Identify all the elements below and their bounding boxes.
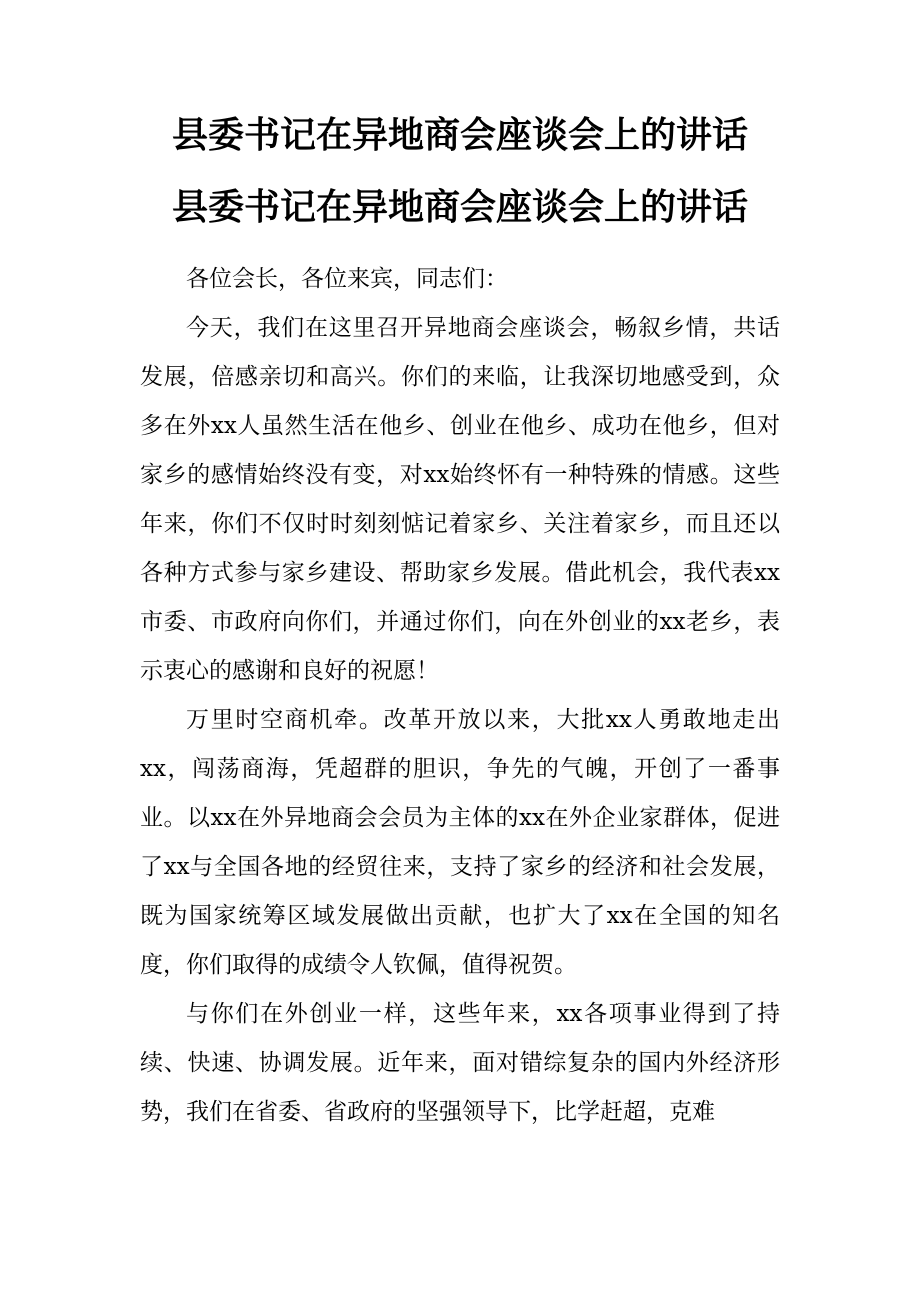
body-paragraph-2: 万里时空商机牵。改革开放以来，大批xx人勇敢地走出xx，闯荡商海，凭超群的胆识，争先的气魄，开创了一番事业。以xx在外异地商会会员为主体的xx在外企业家群体，促进了xx与全国各地的经贸往来，支持了家乡的经济和社会发展，既为国家统筹区域发展做出贡献，也扩大了xx在全国的知名度，你们取得的成绩令人钦佩，值得祝贺。 [140, 707, 780, 978]
body-paragraph-3: 与你们在外创业一样，这些年来，xx各项事业得到了持续、快速、协调发展。近年来，面对错综复杂的国内外经济形势，我们在省委、省政府的坚强领导下，比学赶超，克难 [140, 1001, 780, 1125]
document-title: 县委书记在异地商会座谈会上的讲话 [171, 115, 748, 156]
body-paragraph-1: 今天，我们在这里召开异地商会座谈会，畅叙乡情，共话发展，倍感亲切和高兴。你们的来临，让我深切地感受到，众多在外xx人虽然生活在他乡、创业在他乡、成功在他乡，但对家乡的感情始终没有变，对xx始终怀有一种特殊的情感。这些年来，你们不仅时时刻刻惦记着家乡、关注着家乡，而且还以各种方式参与家乡建设、帮助家乡发展。借此机会，我代表xx市委、市政府向你们，并通过你们，向在外创业的xx老乡，表示衷心的感谢和良好的祝愿！ [140, 315, 780, 684]
document-title-repeat: 县委书记在异地商会座谈会上的讲话 [171, 187, 748, 228]
document-body [140, 255, 780, 1137]
salutation-paragraph: 各位会长，各位来宾，同志们： [186, 266, 508, 292]
